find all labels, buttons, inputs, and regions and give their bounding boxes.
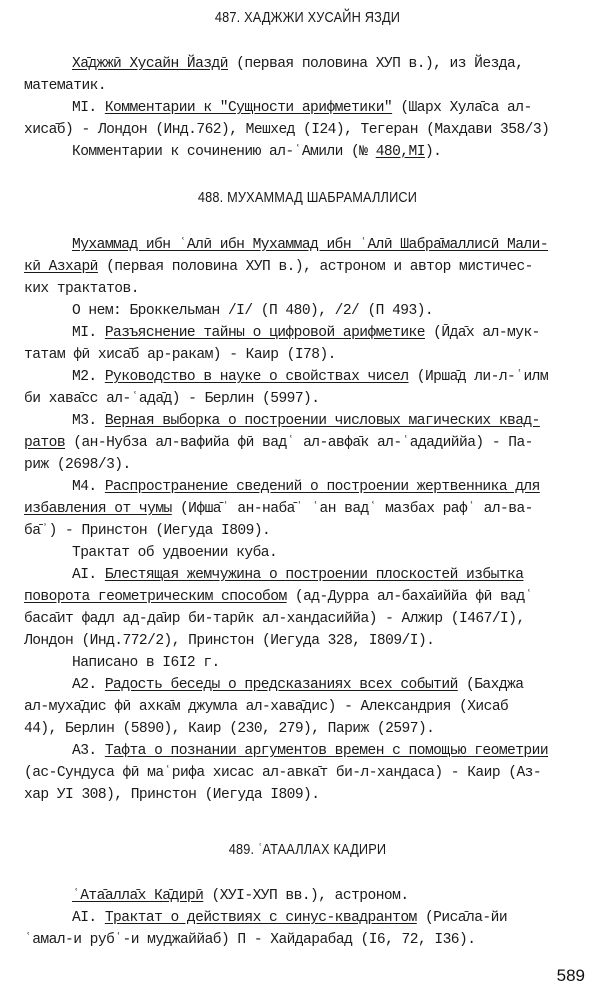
work-line: М2. Руководство в науке о свойствах чисел (Ирша̄д ли-л-ʿилм	[72, 369, 549, 385]
text-line: Комментарии к сочинению ал-ʿАмили (№ 480,МI).	[72, 144, 442, 160]
entry-heading-488: 488. МУХАММАД ШАБРАМАЛЛИСИ	[197, 189, 418, 206]
work-line: АI. Трактат о действиях с синус-квадрантом (Риса̄ла-йи	[72, 910, 508, 926]
text-line: татам фӣ хиса̄б ар-ракам) - Каир (I78).	[24, 347, 336, 363]
text-line: (ас-Сундуса фӣ маʿрифа хисас ал-авка̄т би-л-хандаса) - Каир (Аз-	[24, 765, 542, 781]
text-line: ʿАта̄алла̄х Ка̄дирӣ (ХУI-ХУП вв.), астроном.	[72, 888, 409, 904]
author-name: ʿАта̄алла̄х Ка̄дирӣ	[72, 888, 204, 904]
text-line: ʿамал-и рубʿ-и муджаййаб) П - Хайдарабад (I6, 72, I36).	[24, 932, 476, 948]
text-line: Написано в I6I2 г.	[72, 655, 220, 671]
text-line: О нем: Броккельман /I/ (П 480), /2/ (П 493).	[72, 303, 434, 319]
text-line: ратов (ан-Нубза ал-вафийа фӣ вадʿ ал-авфа̄к ал-ʿададиййа) - Па-	[24, 435, 533, 451]
text-line: хар УI 308), Принстон (Иегуда I809).	[24, 787, 320, 803]
author-name: Мухаммад ибн ʿАлӣ ибн Мухаммад ибн ʿАлӣ Шабра̄маллисӣ Мали-	[72, 237, 549, 253]
work-title: ратов	[24, 435, 66, 451]
work-line: МI. Комментарии к "Сущности арифметики" (Шарх Хула̄са ал-	[72, 100, 532, 116]
author-name: Ха̄джжӣ Хусайн Йаздӣ	[72, 56, 228, 72]
work-title: Верная выборка о построении числовых магических квад-	[104, 413, 540, 429]
text-line: ких трактатов.	[24, 281, 139, 297]
work-line: М3. Верная выборка о построении числовых магических квад-	[72, 413, 540, 429]
work-title: избавления от чумы	[24, 501, 172, 517]
text-line: хиса̄б) - Лондон (Инд.762), Мешхед (I24), Тегеран (Махдави 358/3)	[24, 122, 550, 138]
text-line: избавления от чумы (Ифша̄ʾ ан-наба̄ʾ ʿан вадʿ мазбах рафʿ ал-ва-	[24, 501, 533, 517]
entry-heading-489: 489. ʿАТААЛЛАХ КАДИРИ	[228, 841, 387, 858]
text-line: поворота геометрическим способом (ад-Дурра ал-баха̄иййа фӣ вадʿ	[24, 589, 533, 605]
work-title: Тафта о познании аргументов времен с помощью геометрии	[104, 743, 549, 759]
text-line: би хава̄сс ал-ʿада̄д) - Берлин (5997).	[24, 391, 320, 407]
work-title: Комментарии к "Сущности арифметики"	[104, 100, 393, 116]
text-line: математик.	[24, 78, 107, 94]
text-line: ал-муха̄дис фӣ ахка̄м джумла ал-хава̄дис) - Александрия (Хисаб	[24, 699, 509, 715]
work-title: Блестящая жемчужина о построении плоскостей избытка	[104, 567, 524, 583]
text-line	[72, 235, 548, 255]
cross-reference-link[interactable]: 480,МI	[375, 144, 425, 160]
work-line: А2. Радость беседы о предсказаниях всех событий (Бахджа	[72, 677, 524, 693]
text-line: баса̄ит фадл ад-да̄ир би-тарӣк ал-хандасиййа) - Алжир (I467/I),	[24, 611, 525, 627]
text-line: ба̄ʾ) - Принстон (Иегуда I809).	[24, 523, 271, 539]
work-title: Распространение сведений о построении жертвенника для	[104, 479, 540, 495]
text-line: Лондон (Инд.772/2), Принстон (Иегуда 328, I809/I).	[24, 633, 435, 649]
work-title: Разъяснение тайны о цифровой арифметике	[104, 325, 425, 341]
author-name: кӣ Азхарӣ	[24, 259, 98, 275]
work-title: Радость беседы о предсказаниях всех событий	[104, 677, 458, 693]
work-title: Руководство в науке о свойствах чисел	[104, 369, 409, 385]
entry-heading-487: 487. ХАДЖЖИ ХУСАЙН ЯЗДИ	[214, 9, 401, 26]
text-line: риж (2698/3).	[24, 457, 131, 473]
work-line: АI. Блестящая жемчужина о построении плоскостей избытка	[72, 567, 524, 583]
text-line: кӣ Азхарӣ (первая половина ХУП в.), астроном и автор мистичес-	[24, 259, 533, 275]
text-line: 44), Берлин (5890), Каир (230, 279), Париж (2597).	[24, 721, 435, 737]
work-line: М4. Распространение сведений о построении жертвенника для	[72, 479, 540, 495]
work-line: А3. Тафта о познании аргументов времен с помощью геометрии	[72, 743, 549, 759]
work-title: поворота геометрическим способом	[24, 589, 287, 605]
work-title: Трактат о действиях с синус-квадрантом	[104, 910, 417, 926]
work-line: МI. Разъяснение тайны о цифровой арифметике (Ӣда̄х ал-мук-	[72, 325, 540, 341]
page-number: 589	[556, 966, 585, 985]
text-line: Ха̄джжӣ Хусайн Йаздӣ (первая половина ХУП в.), из Йезда,	[72, 56, 524, 72]
text-line: Трактат об удвоении куба.	[72, 545, 278, 561]
